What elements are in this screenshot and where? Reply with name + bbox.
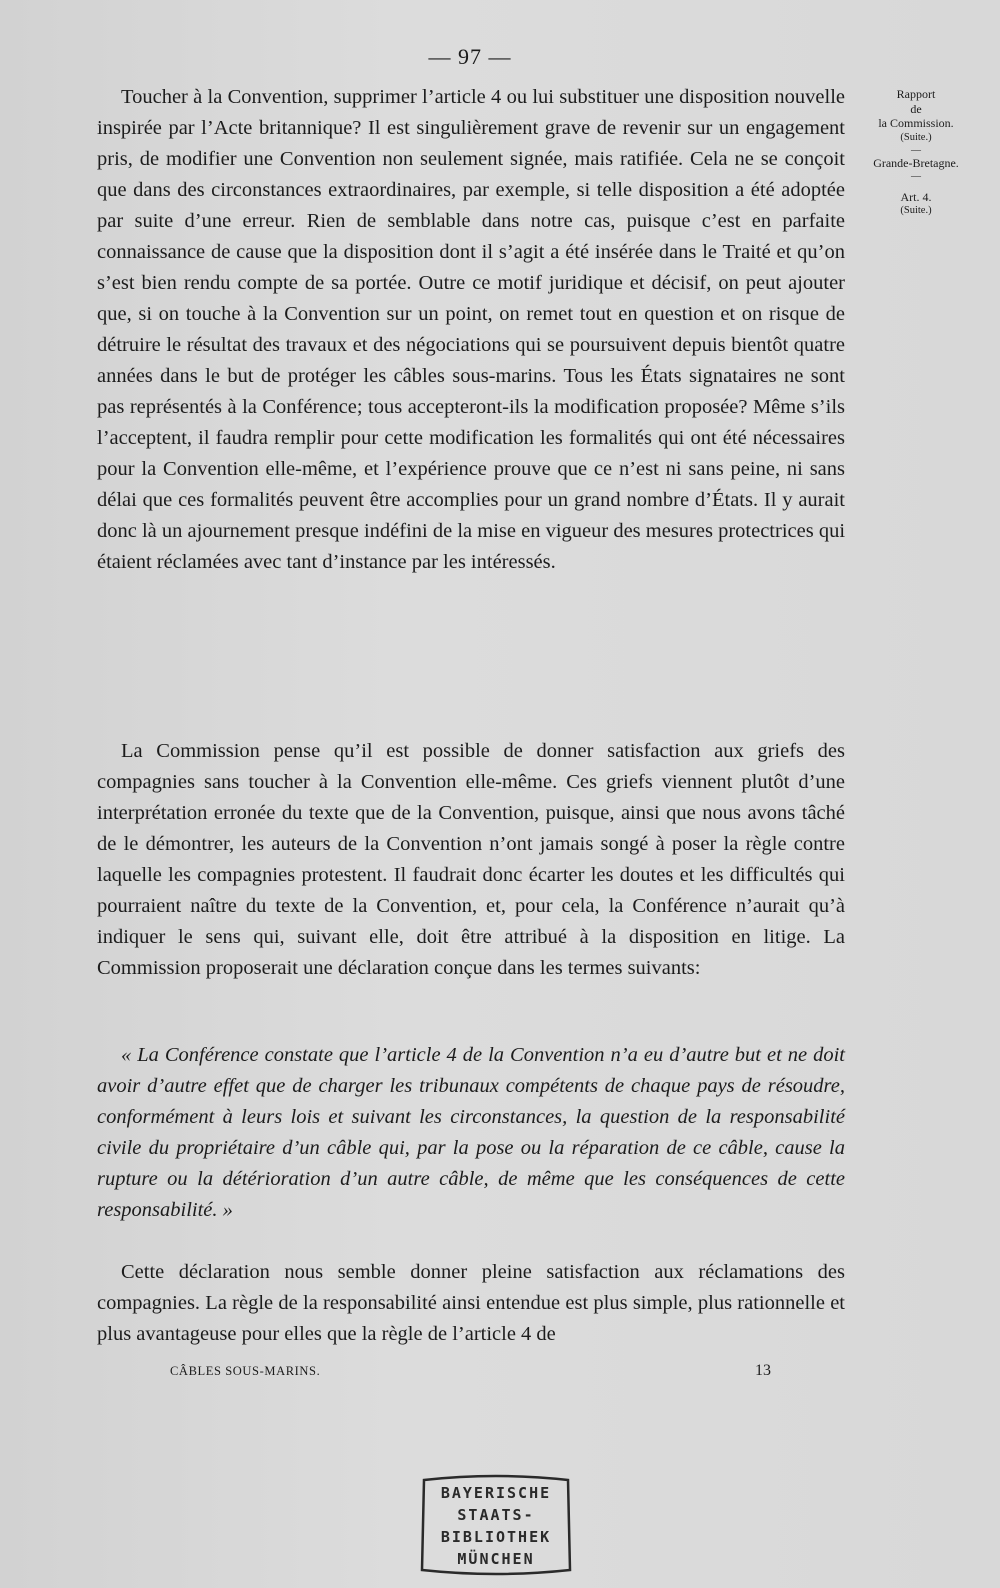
paragraph-text: Toucher à la Convention, supprimer l’article 4 ou lui substituer une disposition nouvelle inspirée par l’Acte britannique? Il est singulièrement grave de revenir sur un engagement pris, de modifier une Convention non seulement signée, mais ratifiée. Cela ne se conçoit que dans des circonstances extraordinaires, par exemple, si telle disposition a été adoptée par suite d’une erreur. Rien de semblable dans notre cas, puisque c’est en parfaite connaissance de cause que la disposition dont il s’agit a été insérée dans le Traité et qu’on s’est bien rendu compte de sa portée. Outre ce motif juridique et décisif, on peut ajouter que, si on touche à la Convention sur un point, on remet tout en question et on risque de détruire le résultat des travaux et des négociations qui se poursuivent depuis bientôt quatre années dans le but de protéger les câbles sous-marins. Tous les États signataires ne sont pas représentés à la Conférence; tous accepteront-ils la modification proposée? Même s’ils l’acceptent, il faudra remplir pour cette modification les formalités qui ont été nécessaires pour la Convention elle-même, et l’expérience prouve que ce n’est ni sans peine, ni sans délai que ces formalités peuvent être accomplies pour un grand nombre d’États. Il y aurait donc là un ajournement presque indéfini de la mise en vigueur des mesures protectrices qui étaient réclamées avec tant d’instance par les intéressés. <box>97 86 846 573</box>
page-number: — 97 — <box>428 44 512 69</box>
signature-mark: 13 <box>755 1362 771 1379</box>
margin-note-dash: — <box>911 170 921 182</box>
paragraph-text: La Commission pense qu’il est possible de donner satisfaction aux griefs des compagnies sans toucher à la Convention elle-même. Ces griefs viennent plutôt d’une interprétation erronée du texte que de la Convention, puisque, ainsi que nous avons tâché de le démontrer, les auteurs de la Convention n’ont jamais songé à poser la règle contre laquelle les compagnies protestent. Il faudrait donc écarter les doutes et les difficultés qui pourraient naître du texte de la Convention, et, pour cela, la Conférence n’aurait qu’à indiquer le sens qui, suivant elle, doit être attribué à la disposition en litige. La Commission proposerait une déclaration conçue dans les termes suivants: <box>97 740 845 979</box>
margin-note-line: de <box>910 101 922 116</box>
margin-note <box>856 87 976 219</box>
margin-note-line: (Suite.) <box>900 131 932 143</box>
margin-note-line: Rapport <box>896 87 936 101</box>
page-footer <box>170 1364 770 1379</box>
paragraph-text: Cette déclaration nous semble donner pleine satisfaction aux réclamations des compagnies. La règle de la responsabilité ainsi entendue est plus simple, plus rationnelle et plus avantageuse pour elles que la règle de l’article 4 de <box>97 1261 845 1345</box>
body-paragraph <box>97 1257 845 1350</box>
quote-text: « La Conférence constate que l’article 4 de la Convention n’a eu d’autre but et ne doit avoir d’autre effet que de charger les tribunaux compétents de chaque pays de résoudre, conformément à leurs lois et suivant les circonstances, la question de la responsabilité civile du propriétaire d’un câble qui, par la pose ou la réparation de ce câble, cause la rupture ou la détérioration d’un autre câble, de même que les conséquences de cette responsabilité. » <box>97 1044 845 1221</box>
stamp-line: BAYERISCHE <box>440 1484 552 1502</box>
library-stamp <box>416 1474 576 1576</box>
margin-note-line: Art. 4. <box>900 189 932 204</box>
stamp-line: BIBLIOTHEK <box>440 1528 552 1546</box>
margin-note-line: (Suite.) <box>900 205 932 216</box>
margin-note-dash: — <box>911 145 921 156</box>
running-title: CÂBLES SOUS-MARINS. <box>170 1364 321 1378</box>
stamp-line: MÜNCHEN <box>457 1550 535 1568</box>
margin-note-line: Grande-Bretagne. <box>873 156 959 170</box>
bleed-through-texture <box>120 640 840 730</box>
body-paragraph <box>97 82 845 578</box>
quoted-declaration <box>97 1040 845 1226</box>
body-paragraph <box>97 736 845 984</box>
stamp-line: STAATS- <box>457 1506 535 1524</box>
margin-note-line: la Commission. <box>878 116 954 130</box>
